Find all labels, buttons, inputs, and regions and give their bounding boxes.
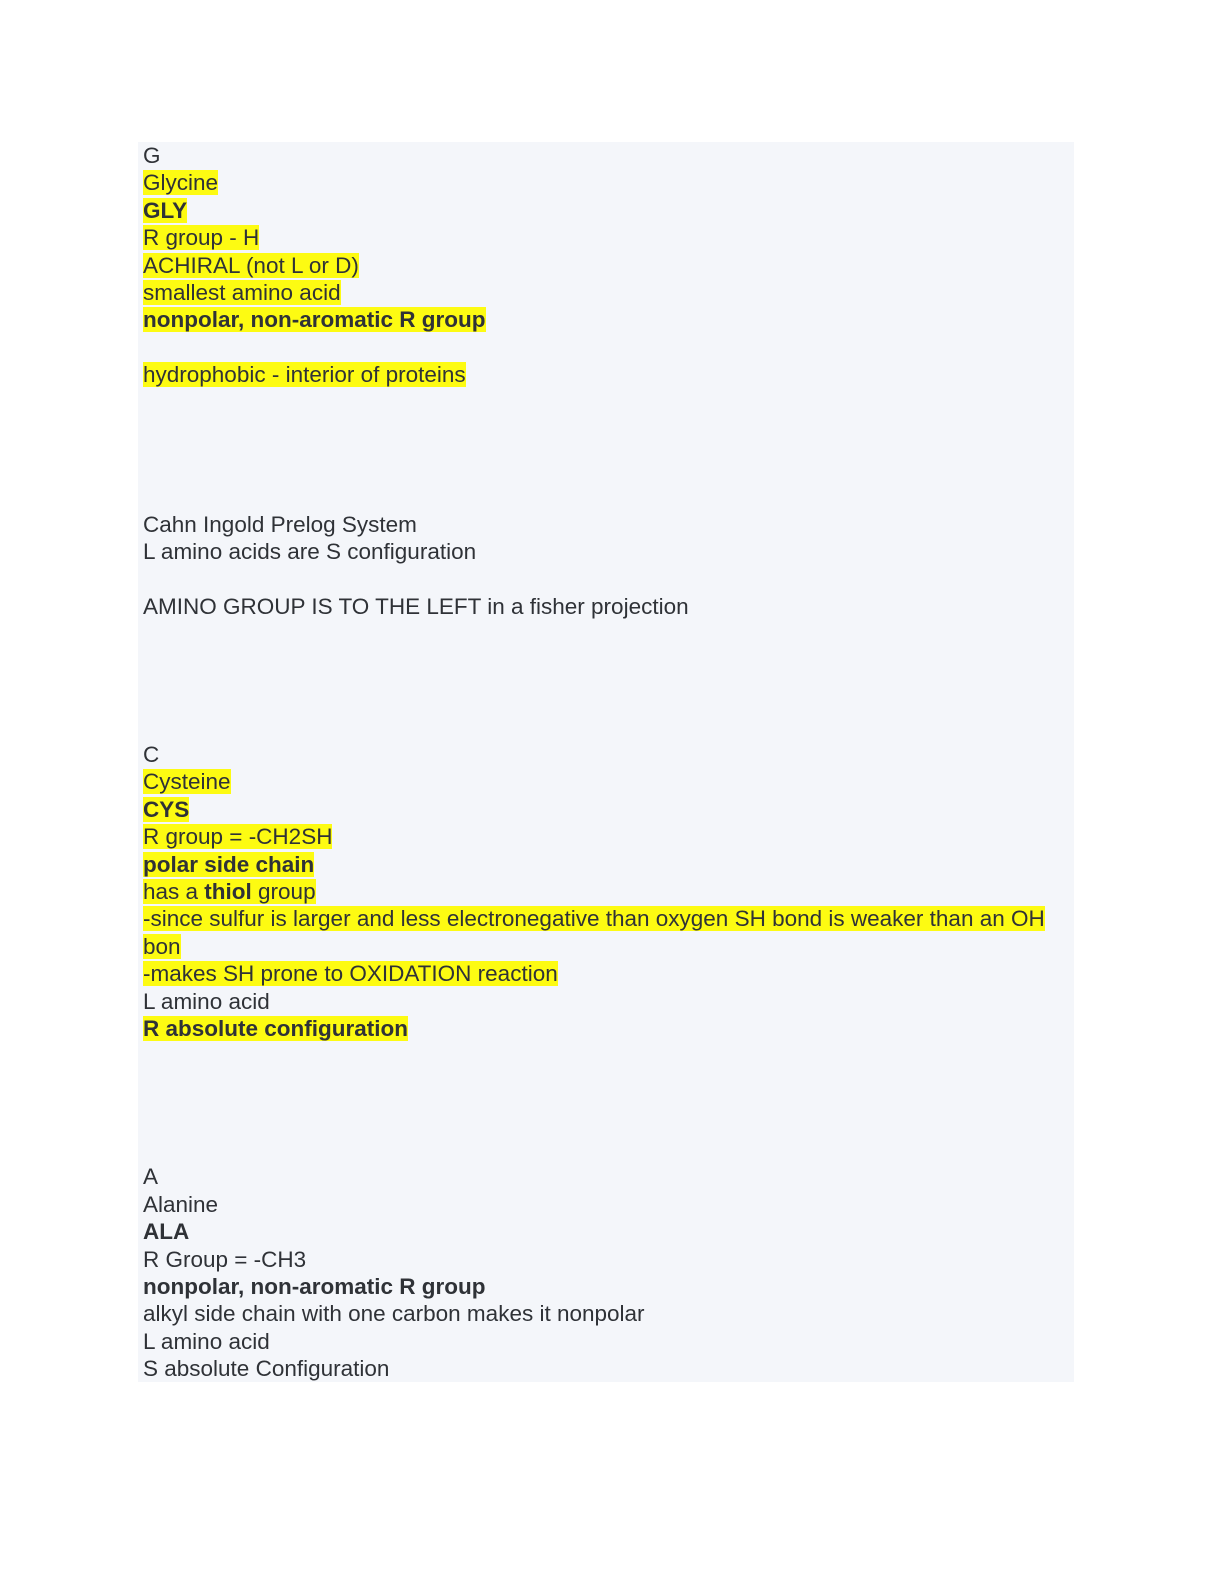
alanine-isomer: L amino acid: [143, 1328, 270, 1354]
glycine-property: hydrophobic - interior of proteins: [143, 362, 466, 388]
alanine-name: Alanine: [143, 1191, 219, 1217]
cip-title: Cahn Ingold Prelog System: [143, 511, 417, 537]
alanine-side-chain-note: alkyl side chain with one carbon makes it nonpolar: [143, 1301, 645, 1327]
cysteine-thiol-suffix: group: [251, 879, 316, 905]
cip-section: [143, 511, 1068, 621]
glycine-classification: nonpolar, non-aromatic R group: [143, 307, 486, 333]
glycine-r-group: R group - H: [143, 225, 260, 251]
glycine-chirality: ACHIRAL (not L or D): [143, 252, 359, 278]
cysteine-thiol-word: thiol: [204, 879, 252, 905]
alanine-section: [143, 1163, 1068, 1382]
alanine-classification: nonpolar, non-aromatic R group: [143, 1273, 486, 1299]
cysteine-r-group: R group = -CH2SH: [143, 824, 333, 850]
cysteine-name: Cysteine: [143, 769, 231, 795]
cysteine-thiol-prefix: has a: [143, 879, 205, 905]
alanine-code: ALA: [143, 1219, 190, 1245]
cysteine-code: CYS: [143, 796, 190, 822]
glycine-size-note: smallest amino acid: [143, 279, 341, 305]
cip-fisher-note: AMINO GROUP IS TO THE LEFT in a fisher projection: [143, 593, 689, 619]
glycine-letter: G: [143, 143, 161, 168]
cysteine-thiol-line: [143, 879, 316, 904]
cysteine-configuration: R absolute configuration: [143, 1016, 409, 1042]
glycine-name: Glycine: [143, 170, 219, 196]
cysteine-sulfur-note: -since sulfur is larger and less electronegative than oxygen SH bond is weaker than an OH bon: [143, 906, 1045, 959]
glycine-code: GLY: [143, 197, 188, 223]
cysteine-classification: polar side chain: [143, 851, 315, 877]
cysteine-section: [143, 741, 1068, 1042]
cysteine-oxidation-note: -makes SH prone to OXIDATION reaction: [143, 961, 558, 987]
glycine-section: [143, 142, 1068, 389]
cip-rule: L amino acids are S configuration: [143, 538, 477, 564]
alanine-letter: A: [143, 1164, 159, 1190]
alanine-configuration: S absolute Configuration: [143, 1356, 390, 1382]
document-content: [143, 142, 1068, 1383]
alanine-r-group: R Group = -CH3: [143, 1246, 307, 1272]
cysteine-letter: C: [143, 742, 160, 768]
cysteine-isomer: L amino acid: [143, 988, 270, 1014]
